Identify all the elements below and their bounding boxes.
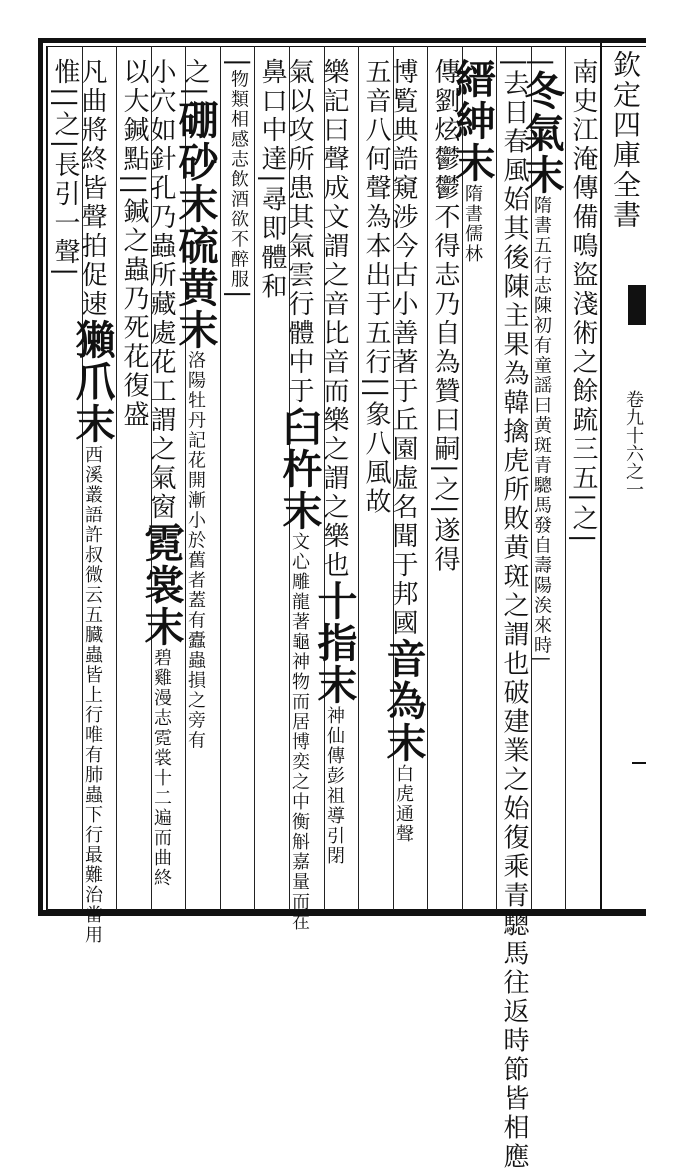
body-text: 樂記曰聲成文謂之音比音而樂之謂之樂也 (319, 58, 349, 580)
text-column (69, 58, 116, 945)
annotation-text: 碧雞漫志霓裳十二遍而曲終 (151, 648, 172, 888)
text-column (518, 58, 565, 898)
column-rule (496, 46, 497, 910)
body-text: 南史江淹傳備鳴盜淺術之餘䟽三五|之| (568, 58, 598, 546)
entry-heading: 十指末 (311, 580, 358, 706)
body-text: |去日春風始其後陳主果為韓擒虎所敗黄斑之謂也破建業之始復乘青驄馬往返時節皆相應 (499, 58, 529, 1172)
column-rule (47, 46, 48, 910)
text-column (119, 58, 148, 898)
entry-heading: 音為末 (380, 638, 427, 764)
text-column (50, 58, 79, 898)
text-column (499, 58, 529, 1172)
column-rule (427, 46, 428, 910)
body-text: | (223, 289, 253, 302)
body-text: 之| (180, 58, 210, 99)
text-column (138, 58, 185, 898)
body-text: 氣以攻所患其氣雲行體中于 (284, 58, 314, 406)
entry-heading: 冬氣末 (518, 69, 565, 196)
body-text: 惟||之|長引一聲 (50, 58, 80, 268)
body-text: 鼻口中達| (257, 58, 287, 186)
text-column (380, 58, 427, 898)
column-rule (565, 46, 566, 910)
column-rule (116, 46, 117, 910)
text-column (361, 58, 390, 898)
text-column (257, 58, 286, 898)
text-column (172, 58, 219, 898)
body-text: 傳劉炫鬱鬱不得志乃自為贊曰 (430, 58, 460, 435)
annotation-text: 洛陽牡丹記花開漸小於舊者蓋有蠹蟲損之旁有 (185, 350, 206, 751)
book-title-edge: 欽定四庫全書 (609, 50, 642, 230)
text-column (311, 58, 358, 898)
body-text: | (526, 58, 556, 70)
column-rule (358, 46, 359, 910)
annotation-text: 白虎通聲 (393, 764, 414, 844)
entry-heading: 硫黄末 (172, 224, 219, 351)
annotation-text: 隋書儒林 (462, 184, 483, 264)
body-text: 尋即體和 (257, 185, 287, 302)
column-rule (220, 46, 221, 910)
body-text: 以大鍼點||鍼之蟲乃死花復盛 (119, 58, 149, 430)
body-text: 小穴如針孔乃蟲所藏處花工謂之氣窗 (146, 58, 176, 522)
body-text: | (223, 58, 253, 70)
entry-heading: 臼杵末 (276, 406, 323, 532)
text-column (276, 58, 323, 932)
text-column (568, 58, 597, 898)
annotation-text: 文心雕龍著龜神物而居博奕之中衡斛嘉量而在 (289, 532, 310, 932)
entry-heading: 硼砂末 (172, 98, 219, 225)
annotation-text: 物類相感志飲酒欲不醉服 (228, 69, 249, 290)
column-rule (254, 46, 255, 910)
body-text: 凡曲將終皆聲拍促速 (77, 58, 107, 319)
entry-heading: 縉紳末 (449, 58, 496, 184)
entry-heading: 獺爪末 (69, 319, 116, 445)
entry-heading: 霓裳末 (138, 522, 185, 648)
body-text: 博覧典誥窺涉今古小善著于丘園虛名聞于邦國 (388, 58, 418, 638)
body-text: 五音八何聲為本出于五行||象八風故 (361, 58, 391, 517)
volume-number-edge: 卷九十六之一 (623, 390, 644, 498)
fish-tail-mark (628, 285, 646, 325)
body-text: | (50, 267, 80, 280)
annotation-text: 西溪叢語許叔微云五臓蟲皆上行唯有肺蟲下行最難治當用 (82, 445, 103, 945)
body-text: 嗣|之|遂得 (430, 435, 460, 575)
text-column (223, 58, 252, 898)
text-column (430, 58, 459, 898)
annotation-text: 神仙傳彭祖導引閉 (324, 706, 345, 866)
text-column (449, 58, 496, 898)
annotation-text: 隋書五行志陳初有童謡曰黄斑青驄馬發自壽陽涘來時| (531, 195, 552, 664)
page-mark (632, 762, 646, 764)
